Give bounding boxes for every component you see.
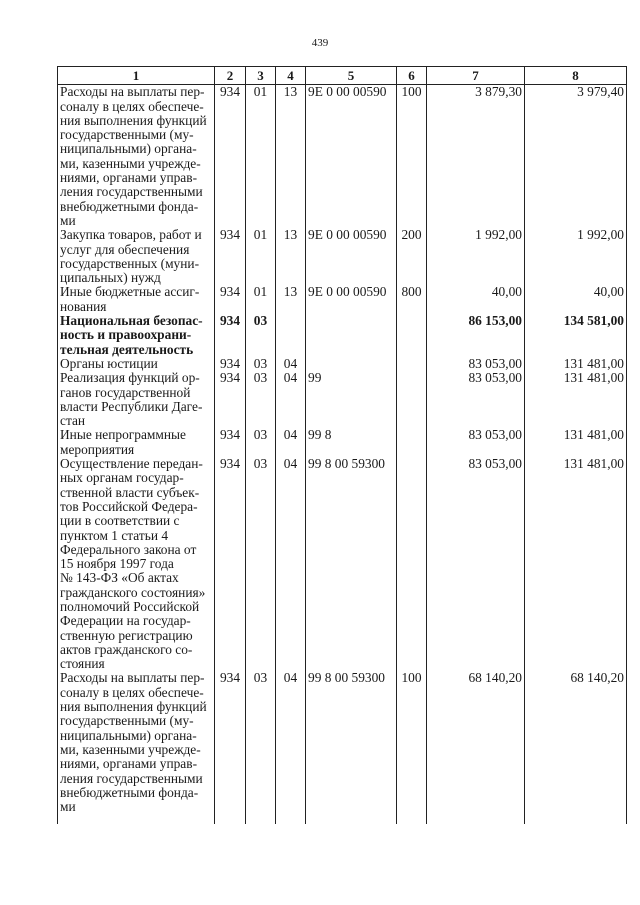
expense-type-cell bbox=[397, 314, 427, 357]
column-header-1: 1 bbox=[58, 67, 215, 85]
page-number: 439 bbox=[311, 37, 329, 49]
amount-year-2-cell: 131 481,00 bbox=[525, 457, 627, 671]
amount-year-2-cell: 68 140,20 bbox=[525, 671, 627, 824]
expense-type-cell: 200 bbox=[397, 228, 427, 285]
table-row bbox=[58, 85, 627, 228]
subsection-code-cell: 04 bbox=[276, 671, 306, 824]
ministry-code-cell: 934 bbox=[215, 314, 246, 357]
ministry-code-cell: 934 bbox=[215, 357, 246, 371]
ministry-code-cell: 934 bbox=[215, 457, 246, 671]
ministry-code-cell: 934 bbox=[215, 671, 246, 824]
amount-year-2-cell: 3 979,40 bbox=[525, 85, 627, 228]
row-name-cell: Расходы на выплаты пер- соналу в целях обеспече- ния выполнения функций государственными (му- ниципальными) органа- ми, казенными учрежде- ниями, органами управ- ления государственными внебюджетными фонда- ми bbox=[58, 671, 215, 824]
table-row bbox=[58, 357, 627, 371]
target-article-cell: 99 8 00 59300 bbox=[306, 457, 397, 671]
expense-type-cell bbox=[397, 457, 427, 671]
column-header-4: 4 bbox=[276, 67, 306, 85]
section-code-cell: 03 bbox=[246, 428, 276, 457]
subsection-code-cell: 04 bbox=[276, 371, 306, 428]
subsection-code-cell bbox=[276, 314, 306, 357]
row-name-cell: Органы юстиции bbox=[58, 357, 215, 371]
subsection-code-cell: 13 bbox=[276, 228, 306, 285]
target-article-cell: 9Е 0 00 00590 bbox=[306, 228, 397, 285]
row-name-cell: Осуществление передан- ных органам государ- ственной власти субъек- тов Российской Федера- ции в соответствии с пунктом 1 статьи 4 Федерального закона от 15 ноября 1997 года № 143-ФЗ «Об актах гражданского состояния» полномочий Российской Федерации на государ- ственную регистрацию актов гражданского со- стояния bbox=[58, 457, 215, 671]
ministry-code-cell: 934 bbox=[215, 371, 246, 428]
target-article-cell: 9Е 0 00 00590 bbox=[306, 85, 397, 228]
amount-year-1-cell: 1 992,00 bbox=[427, 228, 525, 285]
table-row bbox=[58, 285, 627, 314]
column-header-6: 6 bbox=[397, 67, 427, 85]
subsection-code-cell: 04 bbox=[276, 428, 306, 457]
row-name-cell: Реализация функций ор- ганов государственной власти Республики Даге- стан bbox=[58, 371, 215, 428]
section-code-cell: 01 bbox=[246, 228, 276, 285]
subsection-code-cell: 04 bbox=[276, 357, 306, 371]
target-article-cell: 99 8 00 59300 bbox=[306, 671, 397, 824]
section-code-cell: 03 bbox=[246, 457, 276, 671]
row-name-cell: Национальная безопас- ность и правоохрани- тельная деятельность bbox=[58, 314, 215, 357]
row-name-cell: Иные непрограммные мероприятия bbox=[58, 428, 215, 457]
amount-year-1-cell: 83 053,00 bbox=[427, 357, 525, 371]
table-row bbox=[58, 314, 627, 357]
amount-year-1-cell: 3 879,30 bbox=[427, 85, 525, 228]
expense-type-cell: 800 bbox=[397, 285, 427, 314]
table-row bbox=[58, 671, 627, 824]
expense-type-cell bbox=[397, 371, 427, 428]
table-row bbox=[58, 457, 627, 671]
target-article-cell: 9Е 0 00 00590 bbox=[306, 285, 397, 314]
section-code-cell: 03 bbox=[246, 671, 276, 824]
table-header-row bbox=[58, 67, 627, 85]
column-header-7: 7 bbox=[427, 67, 525, 85]
budget-table bbox=[57, 66, 627, 824]
section-code-cell: 03 bbox=[246, 357, 276, 371]
expense-type-cell bbox=[397, 428, 427, 457]
expense-type-cell: 100 bbox=[397, 85, 427, 228]
expense-type-cell: 100 bbox=[397, 671, 427, 824]
amount-year-2-cell: 131 481,00 bbox=[525, 428, 627, 457]
amount-year-1-cell: 40,00 bbox=[427, 285, 525, 314]
column-header-3: 3 bbox=[246, 67, 276, 85]
target-article-cell: 99 8 bbox=[306, 428, 397, 457]
amount-year-1-cell: 86 153,00 bbox=[427, 314, 525, 357]
subsection-code-cell: 04 bbox=[276, 457, 306, 671]
section-code-cell: 03 bbox=[246, 314, 276, 357]
section-code-cell: 01 bbox=[246, 285, 276, 314]
table-row bbox=[58, 371, 627, 428]
expense-type-cell bbox=[397, 357, 427, 371]
table-row bbox=[58, 428, 627, 457]
section-code-cell: 03 bbox=[246, 371, 276, 428]
target-article-cell: 99 bbox=[306, 371, 397, 428]
row-name-cell: Расходы на выплаты пер- соналу в целях обеспече- ния выполнения функций государственными (му- ниципальными) органа- ми, казенными учрежде- ниями, органами управ- ления государственными внебюджетными фонда- ми bbox=[58, 85, 215, 228]
amount-year-2-cell: 134 581,00 bbox=[525, 314, 627, 357]
amount-year-2-cell: 131 481,00 bbox=[525, 357, 627, 371]
amount-year-1-cell: 68 140,20 bbox=[427, 671, 525, 824]
amount-year-2-cell: 131 481,00 bbox=[525, 371, 627, 428]
amount-year-2-cell: 40,00 bbox=[525, 285, 627, 314]
ministry-code-cell: 934 bbox=[215, 228, 246, 285]
ministry-code-cell: 934 bbox=[215, 285, 246, 314]
section-code-cell: 01 bbox=[246, 85, 276, 228]
subsection-code-cell: 13 bbox=[276, 285, 306, 314]
ministry-code-cell: 934 bbox=[215, 428, 246, 457]
column-header-5: 5 bbox=[306, 67, 397, 85]
table-row bbox=[58, 228, 627, 285]
target-article-cell bbox=[306, 314, 397, 357]
column-header-8: 8 bbox=[525, 67, 627, 85]
amount-year-1-cell: 83 053,00 bbox=[427, 428, 525, 457]
table-body bbox=[58, 85, 627, 825]
subsection-code-cell: 13 bbox=[276, 85, 306, 228]
amount-year-1-cell: 83 053,00 bbox=[427, 457, 525, 671]
amount-year-2-cell: 1 992,00 bbox=[525, 228, 627, 285]
row-name-cell: Иные бюджетные ассиг- нования bbox=[58, 285, 215, 314]
column-header-2: 2 bbox=[215, 67, 246, 85]
amount-year-1-cell: 83 053,00 bbox=[427, 371, 525, 428]
target-article-cell bbox=[306, 357, 397, 371]
ministry-code-cell: 934 bbox=[215, 85, 246, 228]
row-name-cell: Закупка товаров, работ и услуг для обеспечения государственных (муни- ципальных) нужд bbox=[58, 228, 215, 285]
